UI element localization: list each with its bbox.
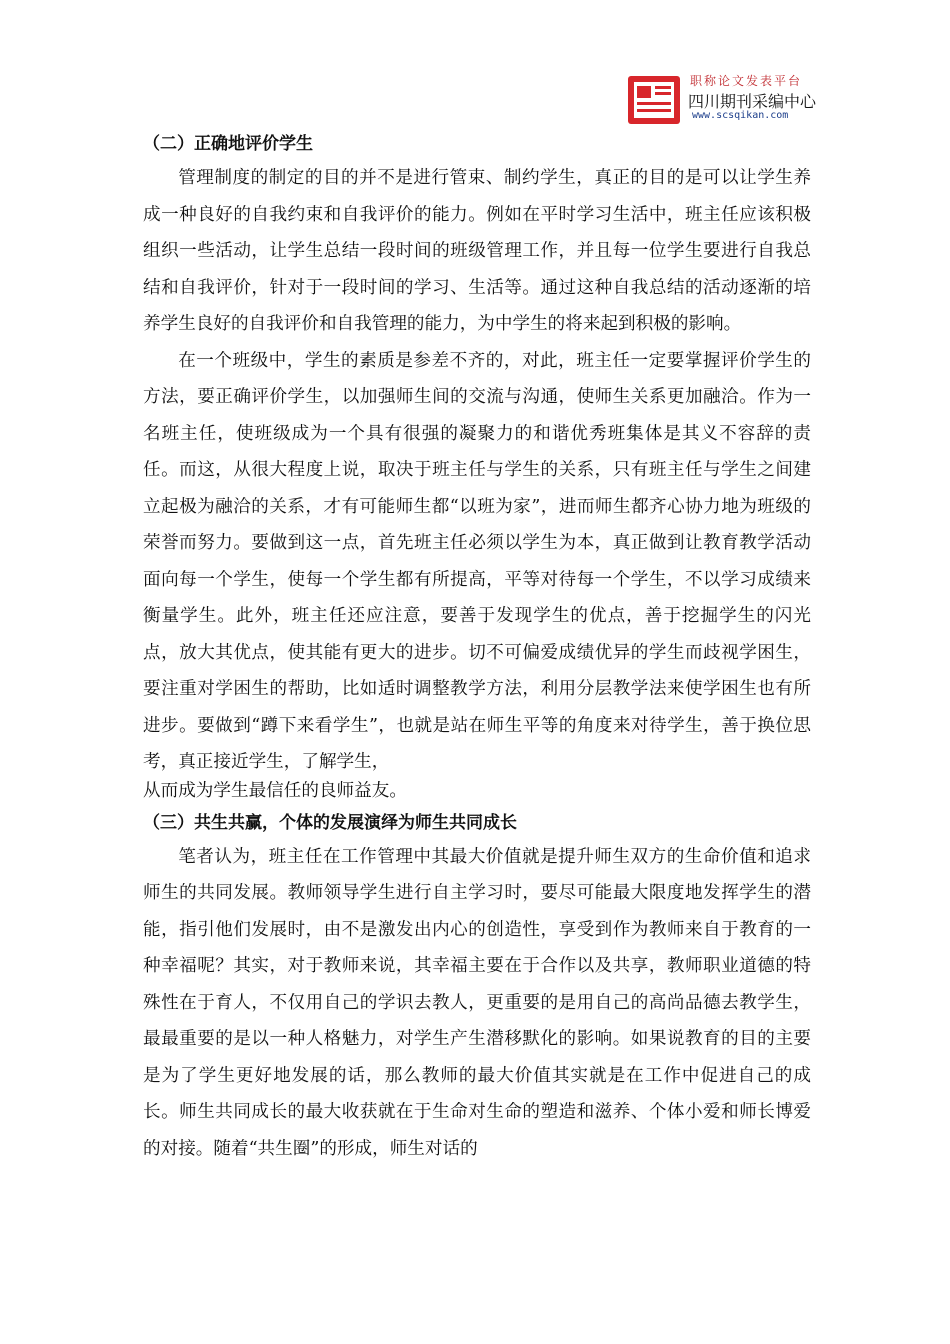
section-heading-3: （三）共生共赢，个体的发展演绎为师生共同成长 xyxy=(143,812,517,833)
section-heading-2: （二）正确地评价学生 xyxy=(143,134,313,154)
paragraph: 笔者认为，班主任在工作管理中其最大价值就是提升师生双方的生命价值和追求师生的共同发展。教师领导学生进行自主学习时，要尽可能最大限度地发挥学生的潜能，指引他们发展时，由不是激发出内心的创造性，享受到作为教师来自于教育的一种幸福呢？其实，对于教师来说，其幸福主要在于合作以及共享，教师职业道德的特殊性在于育人，不仅用自己的学识去教人，更重要的是用自己的高尚品德去教学生，最最重要的是以一种人格魅力，对学生产生潜移默化的影响。如果说教育的目的主要是为了学生更好地发展的话，那么教师的最大价值其实就是在工作中促进自己的成长。师生共同成长的最大收获就在于生命对生命的塑造和滋养、个体小爱和师长博爱的对接。随着“共生圈”的形成，师生对话的 xyxy=(143,846,811,1159)
logo-url: www.scsqikan.com xyxy=(692,110,789,121)
paragraph-continuation: 从而成为学生最信任的良师益友。 xyxy=(143,780,407,801)
publisher-logo xyxy=(628,72,818,126)
logo-tagline: 职称论文发表平台 xyxy=(690,74,803,88)
article-body xyxy=(143,128,811,1167)
paragraph: 管理制度的制定的目的并不是进行管束、制约学生，真正的目的是可以让学生养成一种良好的自我约束和自我评价的能力。例如在平时学习生活中，班主任应该积极组织一些活动，让学生总结一段时间的班级管理工作，并且每一位学生要进行自我总结和自我评价，针对于一段时间的学习、生活等。通过这种自我总结的活动逐渐的培养学生良好的自我评价和自我管理的能力，为中学生的将来起到积极的影响。 xyxy=(143,168,811,334)
newspaper-icon xyxy=(628,76,680,124)
paragraph: 在一个班级中，学生的素质是参差不齐的，对此，班主任一定要掌握评价学生的方法，要正确评价学生，以加强师生间的交流与沟通，使师生关系更加融洽。作为一名班主任，使班级成为一个具有很强的凝聚力的和谐优秀班集体是其义不容辞的责任。而这，从很大程度上说，取决于班主任与学生的关系，只有班主任与学生之间建立起极为融洽的关系，才有可能师生都“以班为家”，进而师生都齐心协力地为班级的荣誉而努力。要做到这一点，首先班主任必须以学生为本，真正做到让教育教学活动面向每一个学生，使每一个学生都有所提高，平等对待每一个学生，不以学习成绩来衡量学生。此外，班主任还应注意，要善于发现学生的优点，善于挖掘学生的闪光点，放大其优点，使其能有更大的进步。切不可偏爱成绩优异的学生而歧视学困生，要注重对学困生的帮助，比如适时调整教学方法，利用分层教学法来使学困生也有所进步。要做到“蹲下来看学生”，也就是站在师生平等的角度来对待学生，善于换位思考，真正接近学生，了解学生， xyxy=(143,350,811,772)
logo-title: 四川期刊采编中心 xyxy=(688,92,817,111)
